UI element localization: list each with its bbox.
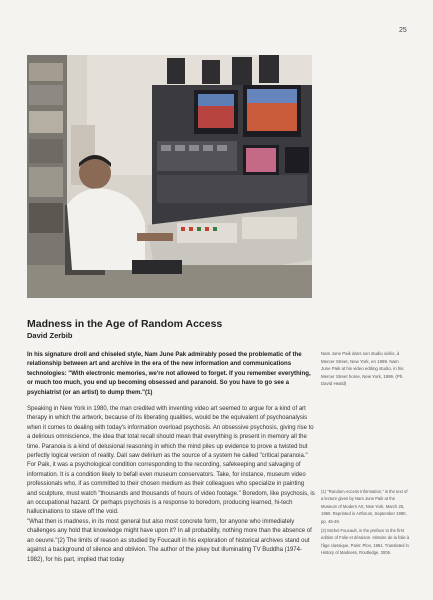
article-body [27,405,315,565]
studio-illustration [27,55,312,298]
footnote: (2) Michel Foucault, in the preface to the first edition of Folie et déraison. Histoire de la folie à l'âge classique, Paris: Plon, 1961. Translated in History of Madness, Routledge, 2006. [321,528,410,556]
article-title: Madness in the Age of Random Access [27,318,223,330]
article-lead: In his signature droll and chiseled style, Nam June Pak admirably posed the problematic of the relationship between art and archive in the era of the new information and communications technologies: "With electronic memories, we're not allowed to forget. If you remember everything, or much too much, you end up becoming obsessed and paranoid. So you have to go see a psychiatrist (or an artist) to dump them."(1) [27,351,311,396]
photo-artist-studio [27,55,312,298]
article-author: David Zerbib [27,331,73,340]
page-number: 25 [399,27,407,34]
footnotes [321,488,411,559]
body-paragraph: "What then is madness, in its most general but also most concrete form, for anyone who immediately challenges any hold that knowledge might have upon it? In all probability, nothing more than the absence of an oeuvre."(2) The limits of reason as studied by Foucault in his exploration of historical archives stand out against a background of silence and oblivion. The author of the jokey but illuminating TV Buddha (1974-1982), for his part, implied that today [27,518,312,563]
footnote: (1) "Random Access Information," is the text of a lecture given by Nam June Paik at the Museum of Modern Art, New York, March 25, 1980. Reprinted in Artforum, September 1980, pp. 46-49. [321,489,408,524]
photo-caption: Nam June Paik dans son studio vidéo, à Mercer Street, New York, en 1999. Nam June Paik at his video editing studio, in his Mercer Street home, New York, 1999. (Ph. David Heald) [321,351,404,386]
body-paragraph: Speaking in New York in 1980, the man credited with inventing video art seemed to argue for a kind of art therapy in which the artwork, because of its liberating qualities, would be the equivalent of psychoanalysis when it comes to dealing with today's information overload psychosis. An obsessive psychosis, giving rise to a delirious omniscience, the idea that total recall should mean that everything is present in memory all the time. Paranoia is a kind of delusional reasoning in which the mind piles up evidence to prove a twisted but perfectly logical version of reality. Dalí saw delirium as the source of a system he called "critical paranoia." For Paik, it was a psychological condition corresponding to the recording, safekeeping and salvaging of information. It is a condition likely to befall even museum conservators. Take, for instance, museum video professionals who, if as committed to their chosen medium as their colleagues who specialize in painting and sculpture, must watch "thousands and thousands of hours of video footage." Boredom, like psychosis, is an occupational hazard. Or perhaps psychosis is a response to boredom, producing learned, hi-tech hallucinations to stave off the void. [27,406,315,516]
